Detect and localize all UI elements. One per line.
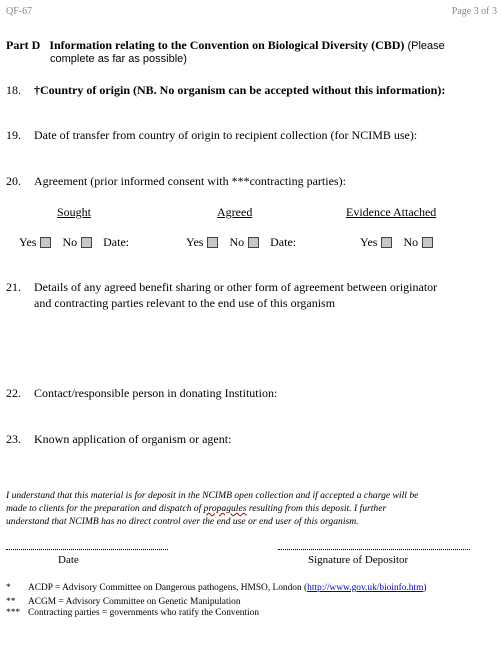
part-d-heading	[6, 38, 445, 53]
column-evidence-attached: Evidence Attached	[346, 205, 437, 219]
sought-yes-checkbox[interactable]	[40, 237, 51, 248]
item-23-text: Known application of organism or agent:	[34, 432, 232, 446]
declaration-text-b: propagules	[203, 503, 247, 514]
footnote-text: ACDP = Advisory Committee on Dangerous pathogens, HMSO, London (	[28, 583, 308, 593]
column-sought: Sought	[57, 205, 92, 219]
bioinfo-link[interactable]: http://www.gov.uk/bioinfo.htm	[307, 583, 424, 593]
form-code: QF-67	[6, 6, 33, 17]
footnote-mark: *	[6, 583, 11, 593]
item-20-number: 20.	[6, 174, 21, 188]
declaration-line-3: understand that NCIMB has no direct control over the end use or end user of this organism.	[6, 516, 359, 527]
date-label: Date:	[103, 234, 130, 249]
part-note-2: complete as far as possible)	[50, 53, 187, 65]
evidence-no-checkbox[interactable]	[422, 237, 433, 248]
item-21-text-line2: and contracting parties relevant to the end use of this organism	[34, 296, 336, 310]
depositor-signature-line[interactable]	[278, 548, 470, 550]
no-label: No	[62, 234, 78, 249]
signature-caption: Signature of Depositor	[308, 554, 409, 566]
dagger-mark: †	[34, 83, 40, 97]
footnote-3	[6, 608, 259, 618]
date-signature-line[interactable]	[6, 548, 168, 550]
evidence-options	[360, 234, 437, 250]
footnote-text-end: )	[423, 583, 427, 593]
footnote-mark: ***	[6, 608, 21, 618]
no-label: No	[403, 234, 419, 249]
item-18-label: Country of origin (NB. No organism can be accepted without this information):	[40, 83, 446, 97]
item-22-text: Contact/responsible person in donating Institution:	[34, 386, 278, 400]
sought-no-checkbox[interactable]	[81, 237, 92, 248]
item-22-number: 22.	[6, 386, 21, 400]
item-23-number: 23.	[6, 432, 21, 446]
item-18-text	[34, 83, 445, 98]
declaration-text-a: made to clients for the preparation and dispatch of	[6, 503, 204, 514]
declaration-text-c: resulting from this deposit. I further	[246, 503, 387, 514]
part-title: Information relating to the Convention on Biological Diversity (CBD)	[49, 38, 405, 52]
column-agreed: Agreed	[217, 205, 253, 219]
footnote-1	[6, 583, 427, 593]
evidence-yes-checkbox[interactable]	[381, 237, 392, 248]
item-19-text: Date of transfer from country of origin to recipient collection (for NCIMB use):	[34, 128, 418, 142]
declaration-line-2	[6, 503, 386, 514]
footnote-mark: **	[6, 597, 16, 607]
footnote-2	[6, 597, 241, 607]
item-19-number: 19.	[6, 128, 21, 142]
part-note: (Please	[407, 40, 445, 52]
no-label: No	[229, 234, 245, 249]
part-label: Part D	[6, 38, 41, 52]
agreed-options	[186, 234, 296, 250]
yes-label: Yes	[19, 234, 37, 249]
date-caption: Date	[58, 554, 79, 566]
footnote-text: ACGM = Advisory Committee on Genetic Manipulation	[28, 597, 241, 607]
yes-label: Yes	[360, 234, 378, 249]
footnote-text: Contracting parties = governments who ratify the Convention	[28, 608, 260, 618]
date-label: Date:	[270, 234, 297, 249]
item-21-text-line1: Details of any agreed benefit sharing or other form of agreement between originator	[34, 280, 438, 294]
agreed-no-checkbox[interactable]	[248, 237, 259, 248]
page-number: Page 3 of 3	[451, 6, 497, 17]
declaration-line-1: I understand that this material is for deposit in the NCIMB open collection and if accepted a charge will be	[6, 490, 419, 501]
item-21-number: 21.	[6, 280, 21, 294]
item-18-number: 18.	[6, 83, 21, 97]
item-20-text: Agreement (prior informed consent with ***contracting parties):	[34, 174, 346, 188]
agreed-yes-checkbox[interactable]	[207, 237, 218, 248]
yes-label: Yes	[186, 234, 204, 249]
sought-options	[19, 234, 129, 250]
